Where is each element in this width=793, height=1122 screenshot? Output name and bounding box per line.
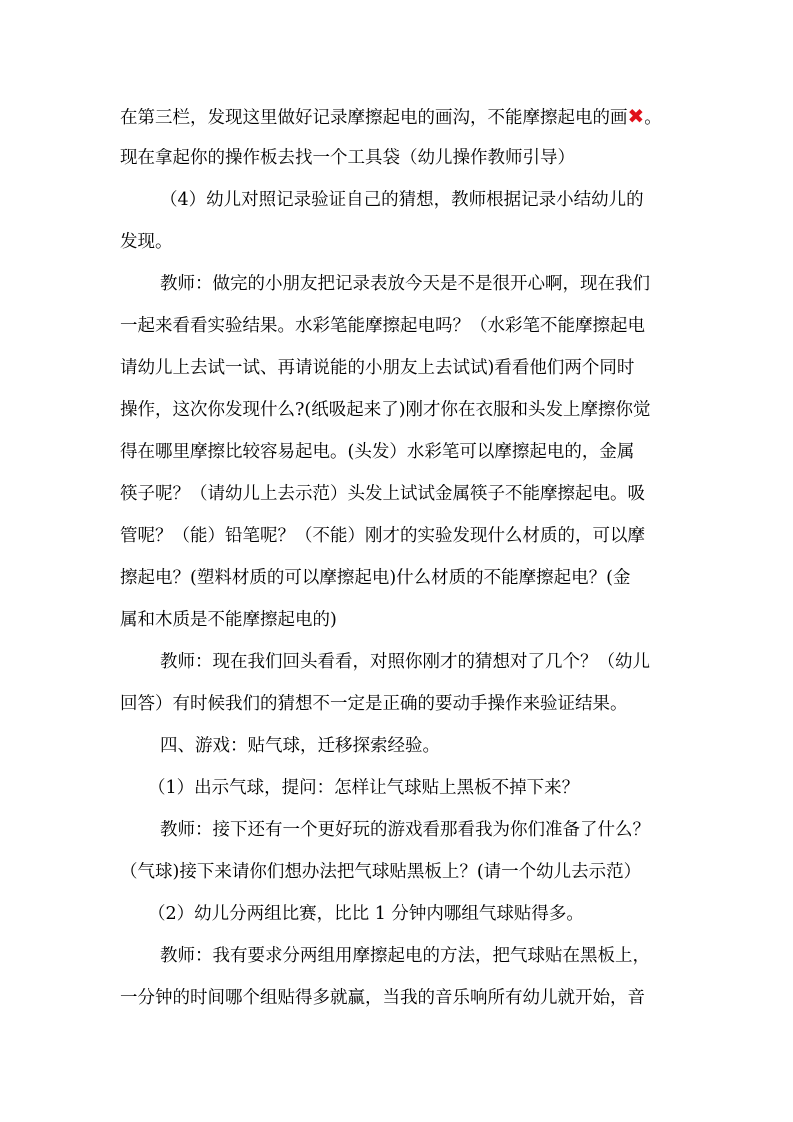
text-line: 一分钟的时间哪个组贴得多就赢，当我的音乐响所有幼儿就开始，音 [120, 988, 645, 1008]
text-line: 教师：接下还有一个更好玩的游戏看那看我为你们准备了什么？ [160, 820, 650, 840]
section-heading: 四、游戏：贴气球，迁移探索经验。 [160, 736, 440, 756]
text-line: 教师：我有要求分两组用摩擦起电的方法，把气球贴在黑板上， [160, 946, 650, 966]
text-line: （气球)接下来请你们想办法把气球贴黑板上？(请一个幼儿去示范） [120, 862, 642, 882]
text-line: 现在拿起你的操作板去找一个工具袋（幼儿操作教师引导） [120, 148, 575, 168]
text-line: 一起来看看实验结果。水彩笔能摩擦起电吗？（水彩笔不能摩擦起电 [120, 316, 645, 336]
text-line: 请幼儿上去试一试、再请说能的小朋友上去试试)看看他们两个同时 [120, 358, 635, 378]
text-line: 发现。 [120, 232, 173, 252]
text-line: 擦起电？(塑料材质的可以摩擦起电)什么材质的不能摩擦起电？(金 [120, 568, 631, 588]
text-line: 回答）有时候我们的猜想不一定是正确的要动手操作来验证结果。 [120, 694, 628, 714]
text-line: （2）幼儿分两组比赛，比比 1 分钟内哪组气球贴得多。 [148, 904, 584, 924]
text-line: （1）出示气球，提问：怎样让气球贴上黑板不掉下来？ [148, 778, 580, 798]
text-line: 得在哪里摩擦比较容易起电。(头发）水彩笔可以摩擦起电的，金属 [120, 442, 635, 462]
text-line: 属和木质是不能摩擦起电的) [120, 610, 337, 630]
text-line: 教师：做完的小朋友把记录表放今天是不是很开心啊，现在我们 [160, 274, 650, 294]
text-line: （4）幼儿对照记录验证自己的猜想，教师根据记录小结幼儿的 [160, 190, 644, 210]
text-line [120, 101, 680, 133]
text-span: 在第三栏，发现这里做好记录摩擦起电的画沟，不能摩擦起电的画 [120, 108, 628, 128]
cross-mark-icon: ✖ [627, 104, 645, 128]
text-span: 。 [644, 108, 662, 128]
text-line: 教师：现在我们回头看看，对照你刚才的猜想对了几个？（幼儿 [160, 652, 650, 672]
text-line: 筷子呢？（请幼儿上去示范）头发上试试金属筷子不能摩擦起电。吸 [120, 484, 645, 504]
text-line: 操作，这次你发现什么?(纸吸起来了)刚才你在衣服和头发上摩擦你觉 [120, 400, 651, 420]
text-line: 管呢？（能）铅笔呢？（不能）刚才的实验发现什么材质的，可以摩 [120, 526, 645, 546]
